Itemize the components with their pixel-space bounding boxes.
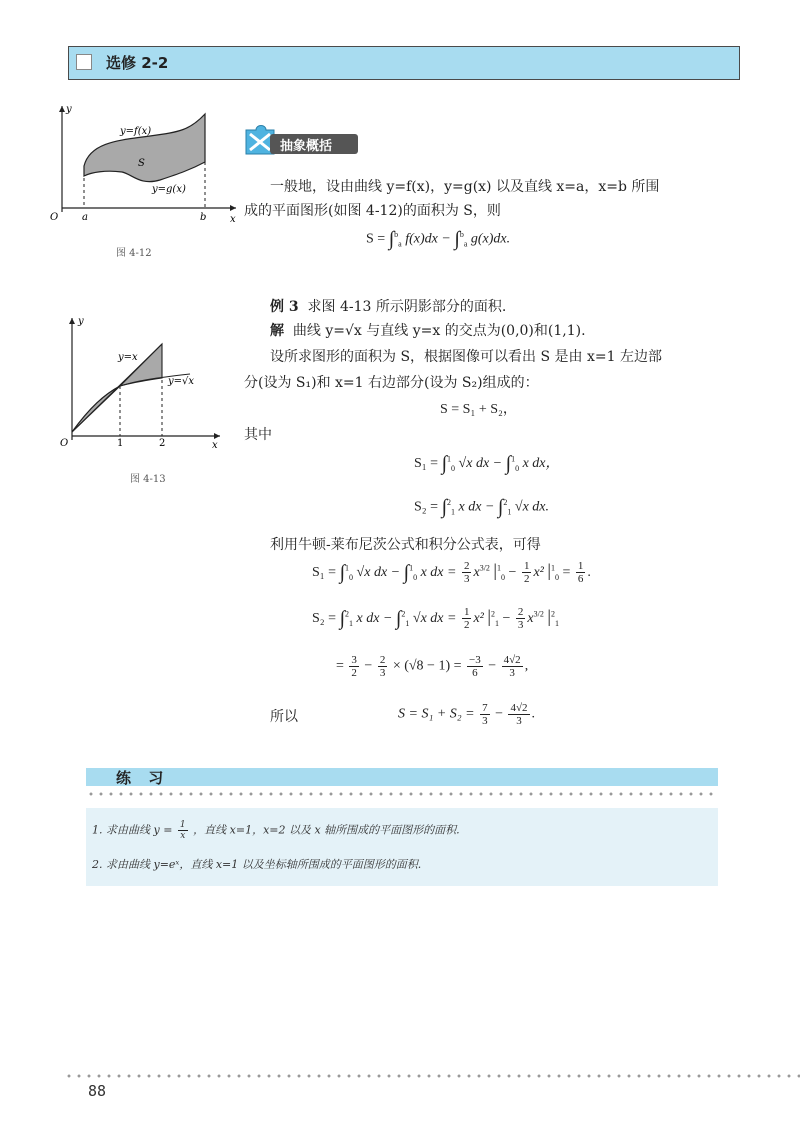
exercise-item-1: 1. 求由曲线 y = $\frac{1}{x}$ ，直线 x=1，x=2 以及 x 轴所围成的平面图形的面积.	[92, 820, 460, 841]
fig12-label-a: a	[82, 212, 88, 223]
fig12-label-y: y	[66, 104, 72, 115]
solution-line-3: 分(设为 S₁)和 x=1 右边部分(设为 S₂)组成的：	[244, 375, 539, 391]
fig13-label-y: y	[78, 316, 84, 327]
where-label: 其中	[244, 427, 272, 443]
s1-calculation: S₁ = ∫$^1_0$ √x dx − ∫$^1_0$ x dx = $\frac{2}{3}$ $x^{3/2}$ $|^1_0$ − $\frac{1}{2}$ x² $|^1_0$ = $\frac{1}{6}$ .	[312, 560, 591, 586]
s2-definition: S₂ = ∫$^2_1$ x dx − ∫$^2_1$ √x dx.	[414, 496, 550, 518]
header-square-icon	[76, 54, 92, 70]
formula-s-definition: S = ∫$^b_a$ f(x)dx − ∫$^b_a$ g(x)dx.	[366, 228, 511, 250]
exercise-dotted-divider	[86, 792, 718, 796]
sum-formula: S = S₁ + S₂，	[440, 402, 517, 417]
fig12-curve-f: y=f(x)	[120, 126, 152, 137]
fig13-label-o: O	[60, 438, 69, 449]
fig12-caption: 图 4-12	[116, 248, 152, 259]
example-3-label: 例 3	[270, 299, 299, 315]
fig12-region-label: S	[138, 158, 145, 169]
fig13-curve-label: y=√x	[168, 376, 195, 387]
solution-line-2: 设所求图形的面积为 S，根据图像可以看出 S 是由 x=1 左边部	[270, 349, 662, 365]
exercise-item-2: 2. 求由曲线 y=eˣ，直线 x=1 以及坐标轴所围成的平面图形的面积.	[92, 858, 422, 871]
s2-calculation: S₂ = ∫$^2_1$ x dx − ∫$^2_1$ √x dx = $\frac{1}{2}$ x² $|^2_1$ − $\frac{2}{3}$ $x^{3/2}$ $|^2_1$	[312, 606, 559, 632]
newton-text: 利用牛顿-莱布尼茨公式和积分公式表，可得	[270, 537, 541, 553]
final-formula: S = S₁ + S₂ = $\frac{7}{3}$ − $\frac{4√2}{3}$ .	[398, 702, 536, 727]
fig13-line-label: y=x	[118, 352, 138, 363]
s1-definition: S₁ = ∫$^1_0$ √x dx − ∫$^1_0$ x dx，	[414, 452, 560, 475]
fig12-label-b: b	[200, 212, 207, 223]
figure-4-12	[40, 100, 240, 230]
paragraph-1-line-1: 一般地，设由曲线 y=f(x)，y=g(x) 以及直线 x=a，x=b 所围	[270, 179, 660, 195]
chapter-header-bar	[68, 46, 740, 80]
fig12-label-x: x	[230, 214, 236, 225]
exercise-title-bar	[86, 768, 718, 786]
header-title: 选修 2-2	[106, 54, 169, 72]
fig13-tick-1: 1	[117, 438, 124, 449]
fig12-label-o: O	[50, 212, 59, 223]
fig13-tick-2: 2	[159, 438, 166, 449]
exercise-title: 练 习	[116, 769, 170, 787]
figure-4-13	[50, 312, 230, 452]
final-label: 所以	[270, 709, 298, 725]
section-badge: 抽象概括	[280, 139, 333, 154]
paragraph-1-line-2: 成的平面图形(如图 4-12)的面积为 S，则	[244, 203, 501, 219]
s2-result: = $\frac{3}{2}$ − $\frac{2}{3}$ × (√8 − 1) = $\frac{-3}{6}$ − $\frac{4√2}{3}$ ,	[336, 654, 529, 679]
solution-label: 解	[270, 323, 284, 339]
fig12-region-s	[84, 114, 205, 182]
footer-dotted-divider	[64, 1074, 800, 1078]
fig12-curve-g: y=g(x)	[152, 184, 186, 195]
example-3: 例 3 求图 4-13 所示阴影部分的面积.	[270, 299, 507, 315]
solution-line-1: 解 曲线 y=√x 与直线 y=x 的交点为(0,0)和(1,1).	[270, 323, 586, 339]
fig13-caption: 图 4-13	[130, 474, 166, 485]
fig13-label-x: x	[212, 440, 218, 451]
page-number: 88	[88, 1082, 107, 1100]
